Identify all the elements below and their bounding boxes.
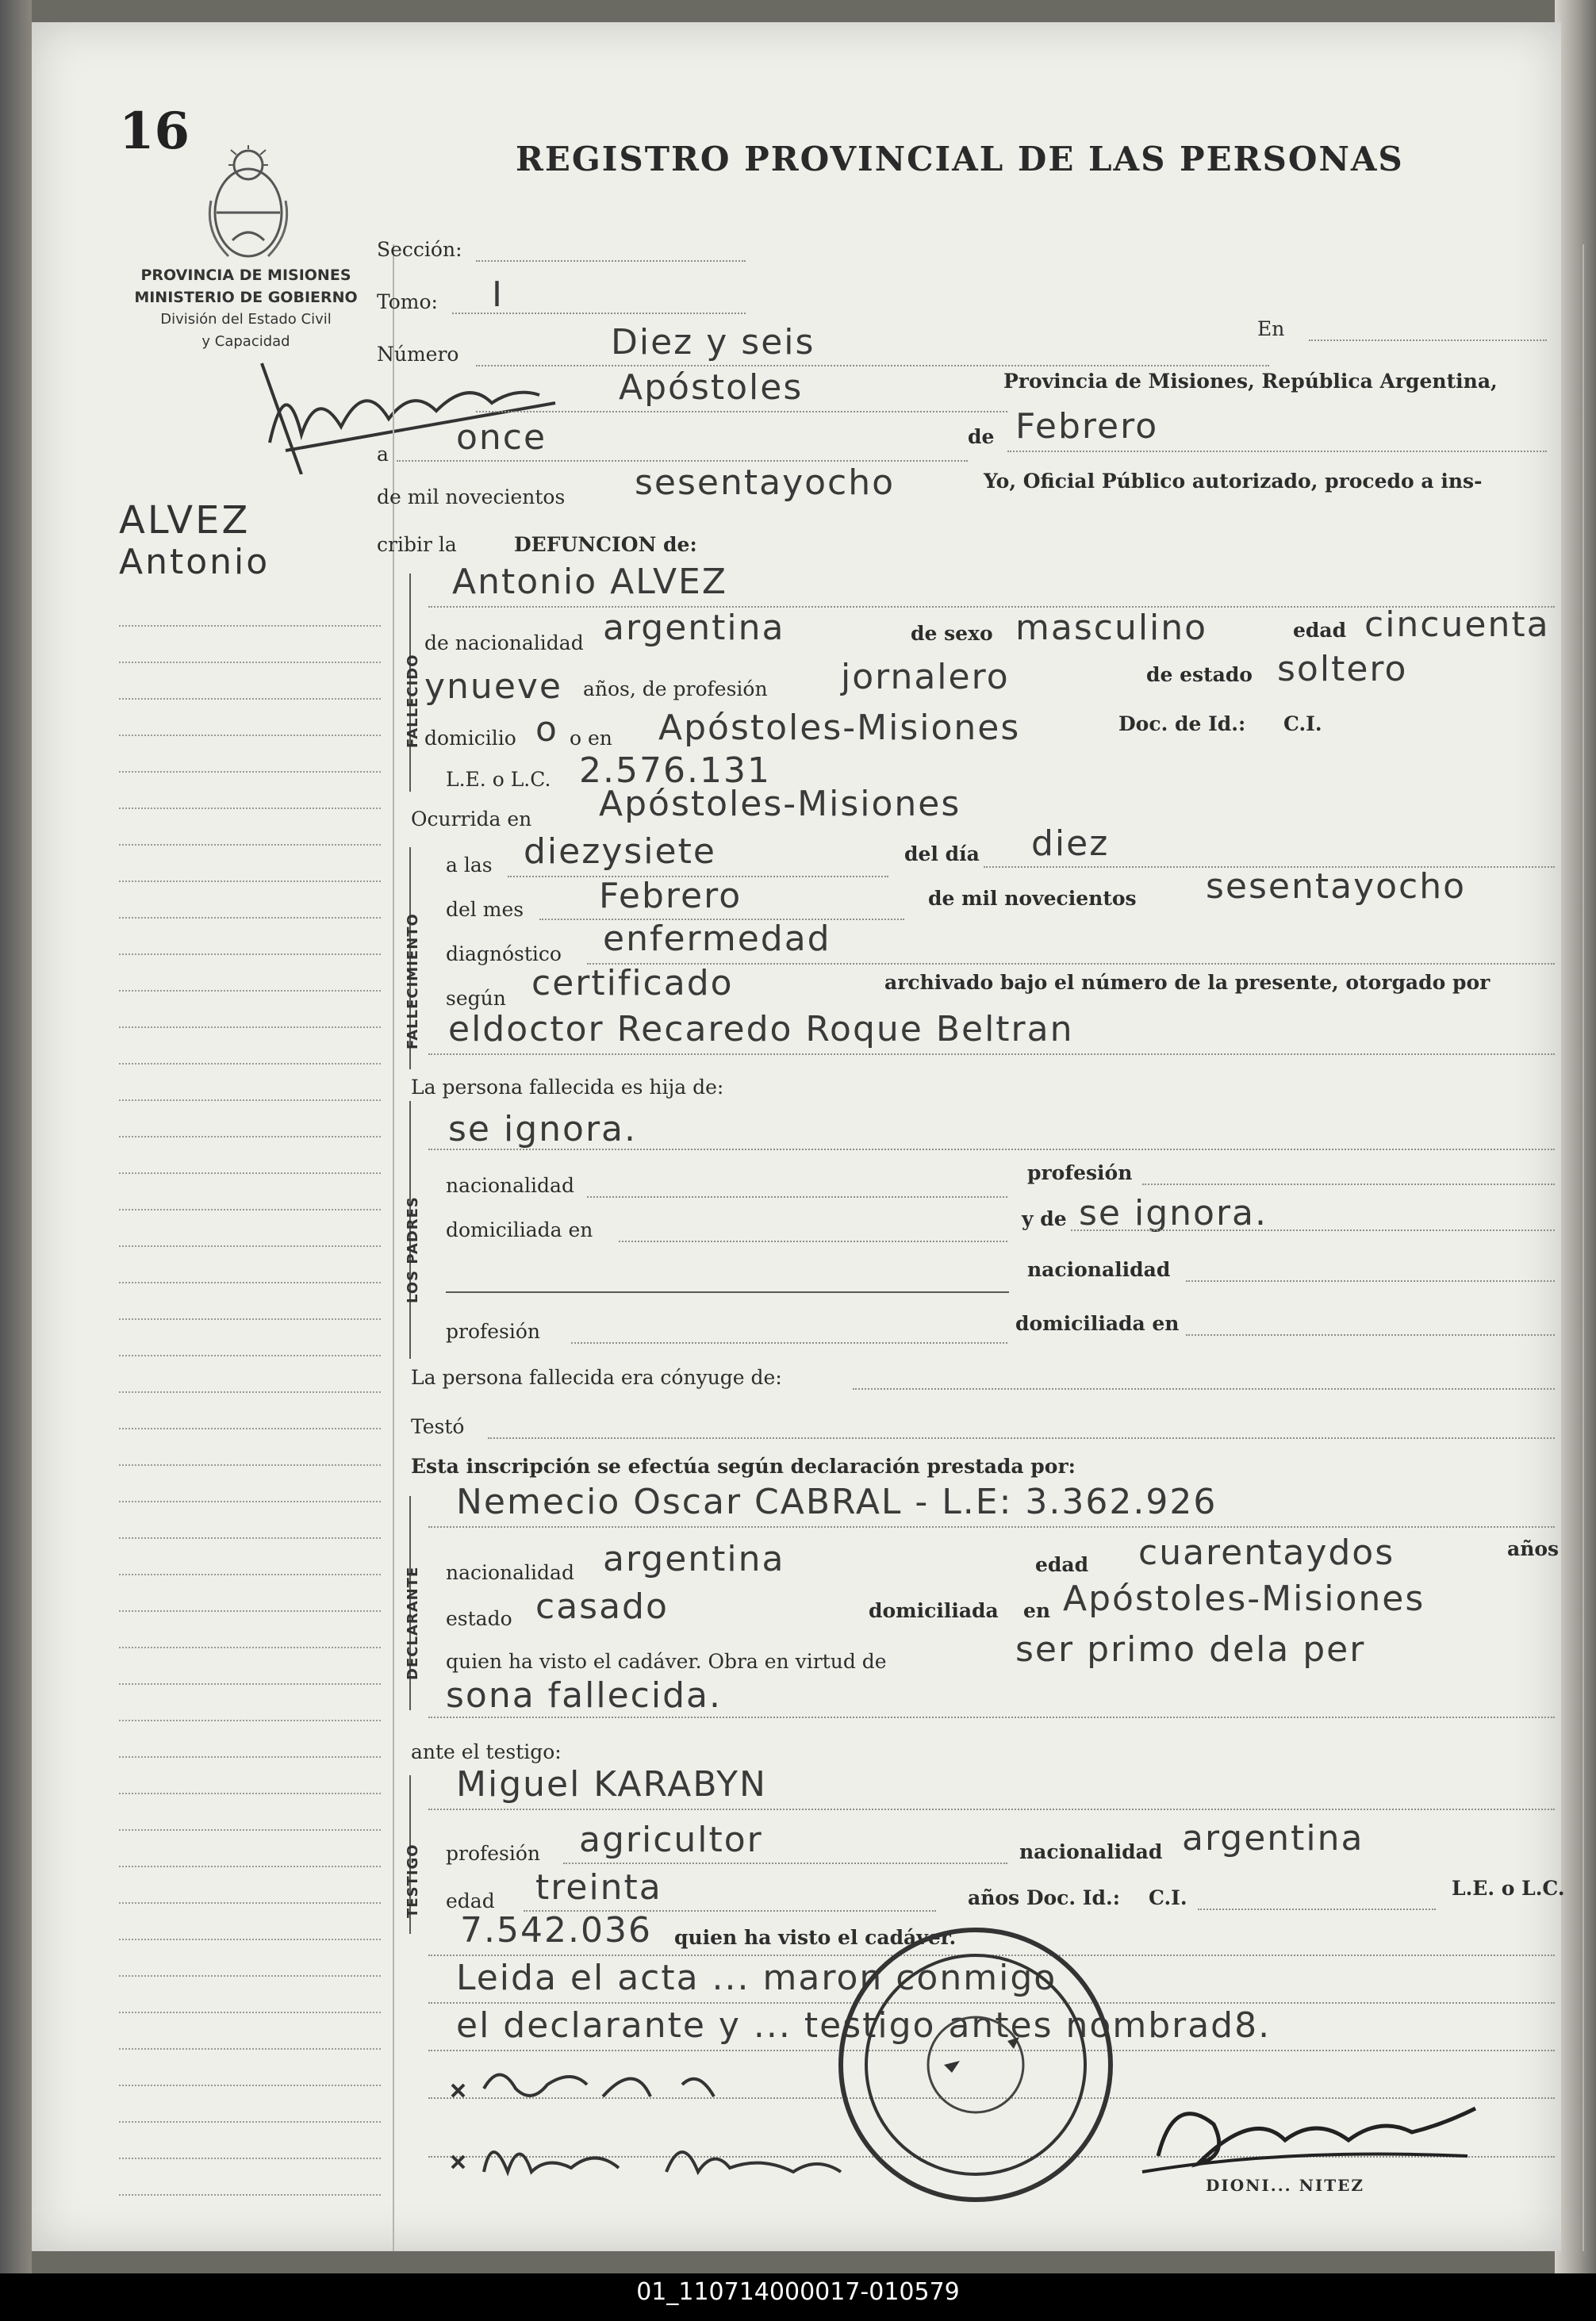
value-sexo: masculino — [1015, 608, 1208, 648]
label-o-en: o en — [570, 727, 612, 750]
value-le: 2.576.131 — [579, 750, 771, 791]
section-fallecido-label: FALLECIDO — [405, 654, 421, 748]
margin-line — [119, 1683, 381, 1685]
line — [428, 1717, 1555, 1718]
margin-line — [119, 1537, 381, 1539]
coat-of-arms-icon — [205, 145, 292, 264]
margin-line — [119, 2048, 381, 2050]
label-conyuge: La persona fallecida era cónyuge de: — [411, 1366, 782, 1389]
value-test-edad: treinta — [535, 1867, 662, 1908]
margin-given-name: Antonio — [119, 542, 270, 582]
margin-line — [119, 1501, 381, 1502]
value-decl-edad: cuarentaydos — [1138, 1533, 1395, 1573]
label-yo-oficial: Yo, Oficial Público autorizado, procedo a ins- — [984, 470, 1483, 493]
line — [1071, 1230, 1555, 1231]
label-cribir: cribir la — [377, 533, 457, 556]
margin-line — [119, 1026, 381, 1028]
label-de-estado: de estado — [1146, 663, 1253, 686]
label-de-mil2: de mil novecientos — [928, 887, 1137, 910]
label-tomo: Tomo: — [377, 290, 438, 313]
value-domicilio-en: Apóstoles-Misiones — [658, 708, 1021, 748]
value-test-le: 7.542.036 — [460, 1910, 652, 1951]
margin-line — [119, 771, 381, 773]
line — [428, 1809, 1555, 1810]
label-de-nacionalidad: de nacionalidad — [424, 631, 584, 654]
label-numero: Número — [377, 343, 459, 366]
value-nacionalidad: argentina — [603, 608, 785, 648]
right-border — [1583, 244, 1584, 2251]
label-le-lc: L.E. o L.C. — [446, 768, 551, 791]
label-de: de — [968, 425, 995, 448]
line — [428, 1053, 1555, 1055]
value-mes: Febrero — [1015, 406, 1159, 447]
org-line: PROVINCIA DE MISIONES — [140, 267, 351, 284]
label-y-de: y de — [1022, 1207, 1067, 1230]
official-signature-icon — [1126, 2085, 1491, 2180]
label-profesion-padre: profesión — [1027, 1161, 1133, 1184]
line — [476, 411, 1007, 412]
line — [476, 365, 1269, 366]
org-line: MINISTERIO DE GOBIERNO — [134, 289, 358, 306]
value-estado: soltero — [1277, 649, 1408, 689]
margin-line — [119, 1866, 381, 1867]
line — [428, 1149, 1555, 1150]
margin-line — [119, 1756, 381, 1758]
label-hija-de: La persona fallecida es hija de: — [411, 1076, 724, 1099]
line — [1186, 1334, 1555, 1336]
margin-line — [119, 1975, 381, 1977]
value-test-prof: agricultor — [579, 1820, 763, 1860]
label-edad-decl: edad — [1035, 1553, 1089, 1576]
line — [571, 1342, 1007, 1344]
margin-line — [119, 1355, 381, 1356]
margin-line — [119, 2012, 381, 2013]
margin-line — [119, 917, 381, 919]
value-tomo: I — [492, 274, 504, 315]
line — [563, 1863, 1007, 1864]
value-ocurrida: Apóstoles-Misiones — [599, 784, 961, 824]
label-nacionalidad-decl: nacionalidad — [446, 1561, 574, 1584]
value-madre: se ignora. — [1079, 1193, 1268, 1233]
value-dia-fall: diez — [1031, 823, 1110, 864]
line — [1198, 1909, 1436, 1910]
label-testo: Testó — [411, 1415, 465, 1438]
value-hora: diezysiete — [524, 831, 716, 872]
label-quien-visto: quien ha visto el cadáver. — [674, 1926, 957, 1949]
value-anio-fall: sesentayocho — [1206, 866, 1467, 907]
margin-line — [119, 2194, 381, 2196]
label-archivado: archivado bajo el número de la presente, otorgado por — [884, 971, 1490, 994]
value-edad2: ynueve — [424, 666, 562, 707]
label-profesion-madre: profesión — [446, 1320, 541, 1343]
value-lugar: Apóstoles — [619, 367, 804, 408]
label-inscripcion: Esta inscripción se efectúa según declaración prestada por: — [411, 1455, 1076, 1478]
value-padre: se ignora. — [448, 1109, 637, 1149]
label-nacionalidad-test: nacionalidad — [1019, 1840, 1163, 1863]
margin-line — [119, 953, 381, 955]
org-line: y Capacidad — [201, 333, 290, 350]
margin-line — [119, 1209, 381, 1210]
label-defuncion: DEFUNCION de: — [514, 533, 697, 556]
label-quien-cadaver: quien ha visto el cadáver. Obra en virtud de — [446, 1650, 887, 1673]
line — [853, 1388, 1555, 1390]
value-virtud: ser primo dela per — [1015, 1629, 1366, 1670]
margin-line — [119, 844, 381, 846]
label-del-dia: del día — [904, 842, 980, 865]
value-profesion: jornalero — [841, 657, 1010, 697]
margin-line — [119, 2158, 381, 2159]
page-title: REGISTRO PROVINCIAL DE LAS PERSONAS — [516, 140, 1404, 178]
line — [1186, 1280, 1555, 1282]
label-a: a — [377, 443, 389, 466]
label-del-mes: del mes — [446, 898, 524, 921]
line — [587, 1196, 1007, 1198]
label-de-sexo: de sexo — [911, 622, 993, 645]
margin-line — [119, 1063, 381, 1065]
label-nacionalidad-padre: nacionalidad — [446, 1174, 574, 1197]
label-anos: años — [1507, 1537, 1560, 1560]
label-ci-test: C.I. — [1149, 1886, 1187, 1909]
label-domiciliada-padre: domiciliada en — [446, 1218, 593, 1241]
margin-line — [119, 698, 381, 700]
margin-line — [119, 625, 381, 627]
margin-line — [119, 2085, 381, 2086]
value-segun: certificado — [531, 963, 734, 1003]
label-diagnostico: diagnóstico — [446, 942, 562, 965]
section-testigo-label: TESTIGO — [405, 1843, 421, 1918]
section-padres-label: LOS PADRES — [405, 1196, 421, 1303]
book-edge — [0, 0, 32, 2321]
margin-line — [119, 1136, 381, 1137]
margin-line — [119, 1902, 381, 1904]
margin-line — [119, 1574, 381, 1575]
line — [397, 460, 968, 462]
label-ante-testigo: ante el testigo: — [411, 1740, 562, 1763]
label-a-las: a las — [446, 854, 493, 877]
margin-line — [119, 1647, 381, 1648]
value-decl-nac: argentina — [603, 1539, 785, 1579]
margin-line — [119, 1829, 381, 1831]
line — [488, 1437, 1555, 1439]
value-declarante: Nemecio Oscar CABRAL - L.E: 3.362.926 — [456, 1482, 1218, 1522]
page-number: 16 — [119, 102, 190, 161]
label-profesion-test: profesión — [446, 1842, 541, 1865]
label-ci: C.I. — [1283, 712, 1322, 735]
label-edad: edad — [1293, 619, 1347, 642]
label-estado-decl: estado — [446, 1607, 512, 1630]
margin-line — [119, 1099, 381, 1101]
label-edad-test: edad — [446, 1889, 495, 1912]
declarant-signature-icon — [444, 2053, 777, 2116]
label-anos-profesion: años, de profesión — [583, 677, 768, 700]
label-domiciliada-madre: domiciliada en — [1015, 1312, 1180, 1335]
margin-line — [119, 880, 381, 882]
value-numero: Diez y seis — [611, 322, 815, 363]
label-segun: según — [446, 987, 506, 1010]
label-provincia: Provincia de Misiones, República Argentina, — [1003, 370, 1498, 393]
label-domicilio: domicilio — [424, 727, 516, 750]
image-filename: 01_110714000017-010579 — [636, 2278, 960, 2306]
label-de-mil: de mil novecientos — [377, 485, 566, 508]
margin-line — [119, 808, 381, 809]
margin-line — [119, 1793, 381, 1794]
registry-page — [32, 22, 1565, 2251]
label-en-decl: en — [1023, 1599, 1051, 1622]
margin-line — [119, 1720, 381, 1721]
official-seal-icon — [833, 1922, 1118, 2208]
line — [1142, 1184, 1555, 1185]
rule — [446, 1291, 1009, 1293]
margin-line — [119, 1318, 381, 1320]
official-name: DIONI... NITEZ — [1206, 2176, 1364, 2195]
value-medico: eldoctor Recaredo Roque Beltran — [448, 1009, 1074, 1049]
value-nombre: Antonio ALVEZ — [452, 562, 727, 602]
value-test-nac: argentina — [1182, 1818, 1364, 1859]
margin-line — [119, 662, 381, 663]
margin-line — [119, 1172, 381, 1174]
label-nacionalidad-madre: nacionalidad — [1027, 1258, 1171, 1281]
margin-line — [119, 1245, 381, 1247]
value-decl-estado: casado — [535, 1586, 669, 1627]
org-line: División del Estado Civil — [160, 311, 332, 328]
label-seccion: Sección: — [377, 238, 462, 261]
margin-line — [119, 990, 381, 992]
label-anos-doc: años Doc. Id.: — [968, 1886, 1120, 1909]
issuing-office — [111, 264, 381, 353]
label-le-lc-test: L.E. o L.C. — [1452, 1877, 1565, 1900]
line — [428, 1526, 1555, 1528]
label-domiciliada-decl: domiciliada — [869, 1599, 999, 1622]
margin-line — [119, 1464, 381, 1466]
margin-line — [119, 1610, 381, 1612]
value-anio: sesentayocho — [635, 462, 896, 503]
line — [619, 1241, 1007, 1242]
margin-line — [119, 2121, 381, 2123]
value-dia: once — [456, 417, 547, 458]
label-en: En — [1257, 317, 1285, 340]
margin-surname: ALVEZ — [119, 498, 251, 543]
margin-line — [119, 1939, 381, 1940]
value-virtud2: sona fallecida. — [446, 1675, 722, 1716]
value-cierre2: el declarante y ... testigo antes nombrad8. — [456, 2005, 1272, 2046]
label-ocurrida-en: Ocurrida en — [411, 808, 532, 831]
label-doc-id: Doc. de Id.: — [1118, 712, 1246, 735]
value-cierre1: Leida el acta ... maron conmigo — [456, 1958, 1057, 1998]
value-domicilio: o — [535, 709, 558, 750]
section-fallecimiento-label: FALLECIMIENTO — [405, 913, 421, 1049]
line — [1309, 340, 1547, 341]
value-decl-domicilio: Apóstoles-Misiones — [1063, 1579, 1425, 1619]
margin-line — [119, 1282, 381, 1283]
value-testigo: Miguel KARABYN — [456, 1764, 767, 1805]
section-declarante-label: DECLARANTE — [405, 1566, 421, 1680]
value-diagnostico: enfermedad — [603, 919, 831, 959]
margin-line — [119, 1428, 381, 1429]
value-edad: cincuenta — [1364, 604, 1550, 645]
margin-line — [119, 1391, 381, 1393]
value-mes-fall: Febrero — [599, 876, 742, 916]
line — [1007, 451, 1547, 452]
margin-line — [119, 735, 381, 736]
line — [476, 260, 746, 262]
